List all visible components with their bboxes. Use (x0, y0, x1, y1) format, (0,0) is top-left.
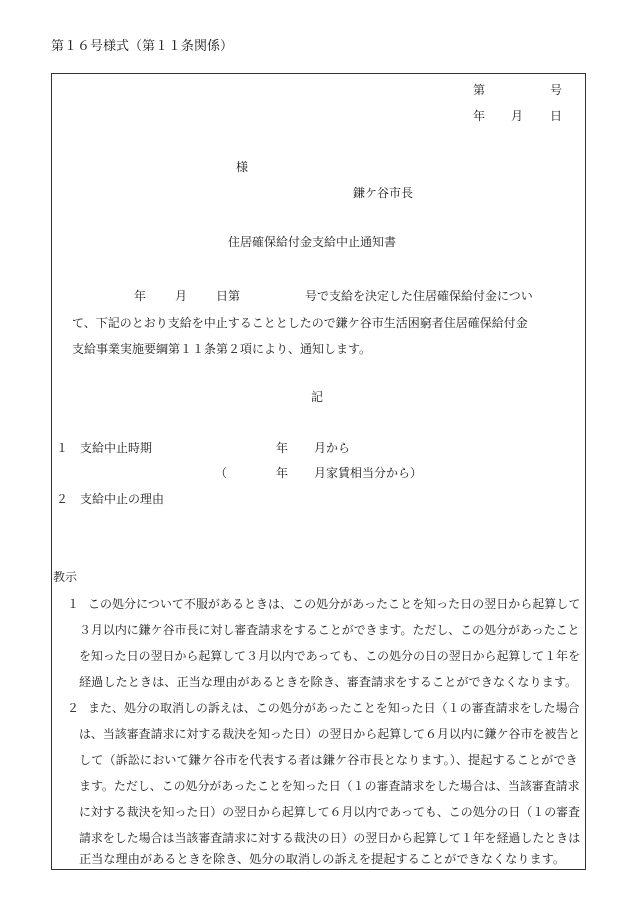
instruction-1-line: この処分について不服があるときは、この処分があったことを知った日の翌日から起算して (88, 597, 581, 611)
instruction-2-line: ます。ただし、この処分があったことを知った日（１の審査請求をした場合は、当該審査請求 (79, 779, 580, 793)
item1-month-from: 月から (314, 441, 351, 455)
body-month: 月 (175, 289, 188, 303)
item1-month-rent: 月家賃相当分から） (314, 466, 423, 480)
instruction-heading: 教示 (53, 570, 78, 584)
instruction-2-line: して（訴訟において鎌ケ谷市を代表する者は鎌ケ谷市長となります。）、提起することができ (79, 753, 578, 767)
item1-paren-open: （ (215, 466, 228, 480)
body-line1-rest: 号で支給を決定した住居確保給付金につい (305, 289, 533, 303)
number-suffix: 号 (550, 83, 563, 97)
instruction-2-line: に対する裁決を知った日）の翌日から起算して６月以内であっても、この処分の日（１の審査 (79, 805, 581, 819)
instruction-1-line: を知った日の翌日から起算して３月以内であっても、この処分の日の翌日から起算して１年を (79, 649, 581, 663)
instruction-2-line: また、処分の取消しの訴えは、この処分があったことを知った日（１の審査請求をした場合 (88, 701, 580, 715)
item1-label: 支給中止時期 (80, 441, 153, 455)
instruction-2-line: は、当該審査請求に対する裁決を知った日）の翌日から起算して６月以内に鎌ケ谷市を被告と (79, 727, 581, 741)
ki-heading: 記 (311, 390, 324, 404)
instruction-2-number: ２ (67, 701, 80, 715)
item1-number: １ (56, 441, 69, 455)
item2-number: ２ (56, 492, 69, 506)
item1-year2: 年 (276, 466, 289, 480)
body-year: 年 (134, 289, 147, 303)
instruction-1-line: ３月以内に鎌ケ谷市長に対し審査請求をすることができます。ただし、この処分があったこと (79, 623, 580, 637)
issuer: 鎌ケ谷市長 (353, 186, 414, 200)
body-line2: て、下記のとおり支給を中止することとしたので鎌ケ谷市生活困窮者住居確保給付金 (72, 316, 528, 330)
form-label: 第１６号様式（第１１条関係） (51, 39, 234, 54)
body-line3: 支給事業実施要綱第１１条第２項により、通知します。 (72, 342, 372, 356)
instruction-2-line: 請求をした場合は当該審査請求に対する裁決の日）の翌日から起算して１年を経過したときは (79, 831, 581, 845)
instruction-1-line: 経過したときは、正当な理由があるときを除き、審査請求をすることができなくなります。 (79, 675, 578, 689)
addressee-suffix: 様 (236, 160, 249, 174)
date-day: 日 (550, 109, 563, 123)
number-prefix: 第 (473, 83, 486, 97)
date-month: 月 (511, 109, 524, 123)
instruction-2-line: 正当な理由があるときを除き、処分の取消しの訴えを提起することができなくなります。 (79, 852, 566, 866)
item2-label: 支給中止の理由 (80, 492, 165, 506)
document-title: 住居確保給付金支給中止通知書 (228, 235, 397, 249)
body-day-no: 日第 (216, 289, 241, 303)
instruction-1-number: １ (67, 597, 80, 611)
date-year: 年 (473, 109, 486, 123)
item1-year: 年 (276, 441, 289, 455)
